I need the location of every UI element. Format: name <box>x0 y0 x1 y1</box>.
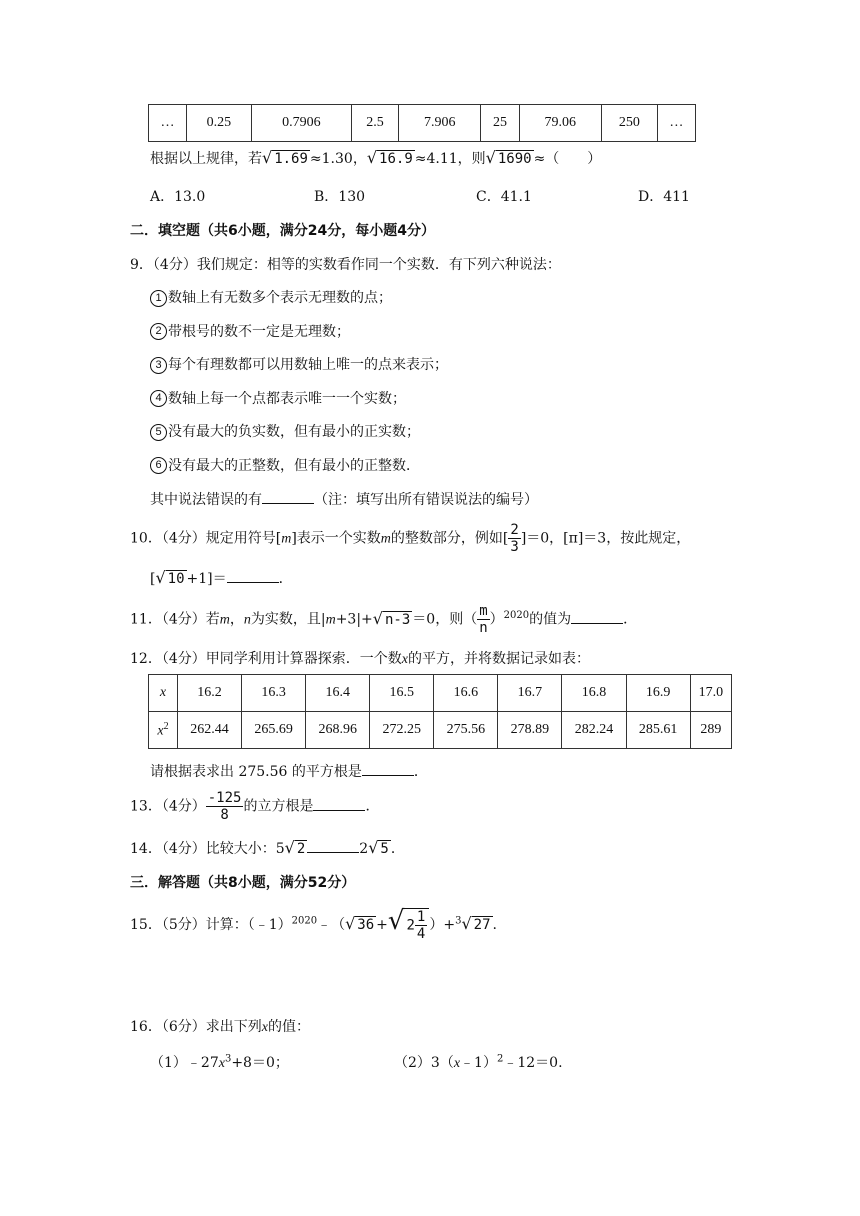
circled-number: 3 <box>150 357 167 374</box>
x-value-cell: 16.4 <box>306 675 370 712</box>
q13-answer-blank[interactable] <box>313 796 365 811</box>
q9-statement-text: 数轴上每一个点都表示唯一一个实数； <box>168 390 406 407</box>
q9-answer-blank[interactable] <box>262 489 314 504</box>
top-table-cell: … <box>149 105 187 142</box>
q8-approx-1: ≈1.30， <box>309 151 367 167</box>
q9-statement <box>150 455 420 475</box>
q9-stem: 9．（4分）我们规定：相等的实数看作同一个实数．有下列六种说法： <box>130 257 561 273</box>
top-table-cell: 250 <box>602 105 658 142</box>
q16-part-1: $(1)﹣27x^3+8=0$； <box>150 1053 289 1071</box>
x-squared-cell: 268.96 <box>306 712 370 749</box>
top-table-cell: … <box>657 105 695 142</box>
sqrt-n-minus-3: √ n-3 <box>372 608 411 628</box>
top-table-cell: 0.25 <box>187 105 252 142</box>
q16-stem: 16．（6分）求出下列x的值： <box>130 1019 310 1035</box>
x-squared-cell: 278.89 <box>498 712 562 749</box>
sqrt-mixed-2-1-4: √ 2 $\frac{1}{4}$ <box>388 906 429 942</box>
x-value-cell: 16.5 <box>370 675 434 712</box>
top-table-cell: 0.7906 <box>251 105 351 142</box>
q9-tail-text: 其中说法错误的有 <box>150 492 262 508</box>
cube-root-27: √ 27 <box>461 914 491 933</box>
fraction-m-n: $\frac{m}{n}$ <box>479 603 488 636</box>
sqrt-1-69: √ 1.69 <box>262 148 308 167</box>
q9-statement <box>150 354 448 374</box>
q9-statement-text: 数轴上有无数多个表示无理数的点； <box>168 290 392 306</box>
x-squared-cell: 289 <box>690 712 731 749</box>
sqrt-2: √ 2 <box>284 838 306 857</box>
x-squared-cell: 282.24 <box>562 712 626 749</box>
x-value-cell: 16.8 <box>562 675 626 712</box>
q9-statement-text: 没有最大的正整数，但有最小的正整数． <box>168 457 420 474</box>
row-label-x: x <box>149 675 178 712</box>
q15-stem: 15．（5分）计算：（﹣1）$^{2020}$﹣（√ 36 +√ 2 $\frac{1}{4}$ ）+$^3$√ 27 . <box>130 906 497 942</box>
q8-approx-2: ≈4.11，则 <box>414 151 486 167</box>
sqrt-36: √ 36 <box>345 914 375 933</box>
q9-statement <box>150 388 406 408</box>
x-value-cell: 16.9 <box>626 675 690 712</box>
x-value-cell: 17.0 <box>690 675 731 712</box>
x-value-cell: 16.7 <box>498 675 562 712</box>
q9-statement <box>150 287 392 307</box>
q8-option-a: A．13.0 <box>150 189 206 205</box>
x-value-cell: 16.6 <box>434 675 498 712</box>
q8-answer-paren: ≈（ ） <box>533 151 602 167</box>
q11-answer-blank[interactable] <box>571 609 623 624</box>
sqrt-1690: √ 1690 <box>485 148 532 167</box>
cube-root-index: 3 <box>455 915 462 927</box>
square-table <box>148 674 732 749</box>
q8-option-c: C．41.1 <box>476 189 532 205</box>
x-squared-cell: 285.61 <box>626 712 690 749</box>
top-value-table <box>148 104 696 142</box>
q9-statement <box>150 421 420 441</box>
fraction-neg125-8: $\frac{-125}{8}$ <box>207 790 242 823</box>
circled-number: 4 <box>150 390 167 407</box>
fraction-2-3: $\frac{2}{3}$ <box>510 522 519 555</box>
q9-statement <box>150 321 350 341</box>
q14-stem: 14．（4分）比较大小：5√ 2 2√ 5 ． <box>130 838 405 857</box>
top-table-cell: 79.06 <box>519 105 601 142</box>
q13-stem: 13．（4分） $\frac{-125}{8}$ 的立方根是 ． <box>130 790 380 823</box>
q12-tail: 请根据表求出 275.56 的平方根是 ． <box>150 761 428 781</box>
q8-text: 根据以上规律，若 <box>150 151 262 167</box>
circled-number: 1 <box>150 290 167 307</box>
q14-answer-blank[interactable] <box>307 838 359 853</box>
q8-option-d: D．411 <box>638 189 690 205</box>
x-squared-cell: 265.69 <box>242 712 306 749</box>
q16-part-2: （2）3（x﹣1）$^2$﹣12＝0. <box>394 1053 563 1071</box>
q8-option-b: B．130 <box>314 189 366 205</box>
q9-statement-text: 没有最大的负实数，但有最小的正实数； <box>168 424 420 440</box>
q9-statement-text: 每个有理数都可以用数轴上唯一的点来表示； <box>168 357 448 373</box>
q9-note: （注：填写出所有错误说法的编号） <box>314 492 538 508</box>
x-squared-cell: 272.25 <box>370 712 434 749</box>
circled-number: 5 <box>150 424 167 441</box>
top-table-cell: 7.906 <box>398 105 480 142</box>
q10-answer-blank[interactable] <box>227 568 279 583</box>
q12-answer-blank[interactable] <box>362 761 414 776</box>
q10-stem: 10．（4分）规定用符号[m]表示一个实数m的整数部分，例如[ $\frac{2}{3}$ ]＝0，[π]＝3，按此规定， <box>130 522 691 555</box>
x-squared-cell: 275.56 <box>434 712 498 749</box>
q10-expression: [√ 10 +1]＝ ． <box>150 568 293 587</box>
circled-number: 2 <box>150 323 167 340</box>
q12-stem: 12．（4分）甲同学利用计算器探索．一个数x的平方，并将数据记录如表： <box>130 651 590 667</box>
x-value-cell: 16.3 <box>242 675 306 712</box>
top-table-cell: 2.5 <box>352 105 399 142</box>
row-label-x-squared: $x^2$ <box>149 712 178 749</box>
section-answer-heading: 三．解答题（共8小题，满分52分） <box>130 875 356 891</box>
circled-number: 6 <box>150 457 167 474</box>
q11-stem: 11．（4分）若m，n为实数，且|m+3|+√ n-3 ＝0，则（ $\frac{m}{n}$ ）$^{2020}$的值为 ． <box>130 603 638 636</box>
x-value-cell: 16.2 <box>178 675 242 712</box>
sqrt-10: √ 10 <box>155 568 185 587</box>
sqrt-16-9: √ 16.9 <box>366 148 413 167</box>
q9-statement-text: 带根号的数不一定是无理数； <box>168 323 350 340</box>
q9-tail <box>150 489 538 509</box>
section-fill-in-heading: 二．填空题（共6小题，满分24分，每小题4分） <box>130 223 435 239</box>
x-squared-cell: 262.44 <box>178 712 242 749</box>
top-table-cell: 25 <box>481 105 519 142</box>
q8-stem <box>150 148 601 168</box>
sqrt-5: √ 5 <box>368 838 389 857</box>
